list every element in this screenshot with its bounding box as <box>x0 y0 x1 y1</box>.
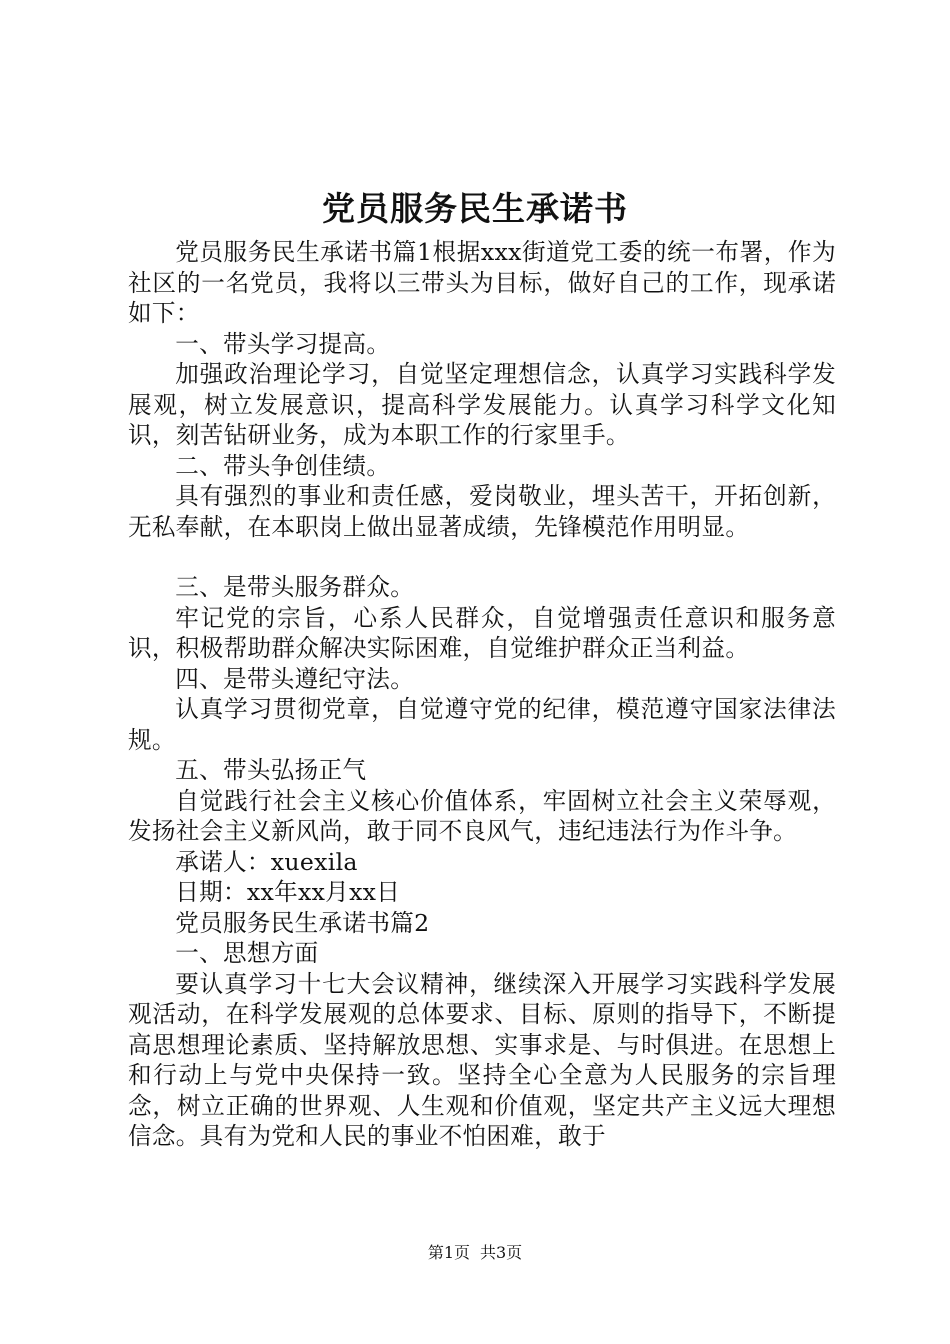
section-heading-5: 五、带头弘扬正气 <box>175 756 367 784</box>
section-heading-1: 一、带头学习提高。 <box>175 329 391 358</box>
part-2-section-heading-1: 一、思想方面 <box>175 939 319 967</box>
document-title: 党员服务民生承诺书 <box>322 189 628 228</box>
paragraph-intro: 党员服务民生承诺书篇1根据xxx街道党工委的统一布署，作为社区的一名党员，我将以三带头为目标，做好自己的工作，现承诺如下： <box>128 238 836 327</box>
part-2-heading: 党员服务民生承诺书篇2 <box>175 908 430 937</box>
paragraph-section-5: 自觉践行社会主义核心价值体系，牢固树立社会主义荣辱观，发扬社会主义新风尚，敢于同不良风气，违纪违法行为作斗争。 <box>128 786 836 845</box>
section-heading-2: 二、带头争创佳绩。 <box>175 451 391 480</box>
page-footer <box>0 1242 950 1264</box>
paragraph-section-4: 认真学习贯彻党章，自觉遵守党的纪律，模范遵守国家法律法规。 <box>128 695 836 754</box>
paragraph-section-2: 具有强烈的事业和责任感，爱岗敬业，埋头苦干，开拓创新，无私奉献，在本职岗上做出显著成绩，先锋模范作用明显。 <box>128 482 836 541</box>
page-total: 共3页 <box>480 1243 523 1262</box>
document-body <box>128 237 836 1152</box>
part-2-paragraph-1: 要认真学习十七大会议精神，继续深入开展学习实践科学发展观活动，在科学发展观的总体要求、目标、原则的指导下，不断提高思想理论素质、坚持解放思想、实事求是、与时俱进。在思想上和行动上与党中央保持一致。坚持全心全意为人民服务的宗旨理念，树立正确的世界观、人生观和价值观，坚定共产主义远大理想信念。具有为党和人民的事业不怕困难，敢于 <box>128 969 836 1150</box>
section-heading-4: 四、是带头遵纪守法。 <box>175 664 415 693</box>
signatory-line: 承诺人：xuexila <box>175 847 358 876</box>
page-number: 第1页 <box>427 1243 470 1262</box>
date-line: 日期：xx年xx月xx日 <box>175 878 401 906</box>
paragraph-section-3: 牢记党的宗旨，心系人民群众，自觉增强责任意识和服务意识，积极帮助群众解决实际困难，自觉维护群众正当利益。 <box>128 603 836 662</box>
section-heading-3: 三、是带头服务群众。 <box>175 573 415 601</box>
paragraph-section-1: 加强政治理论学习，自觉坚定理想信念，认真学习实践科学发展观，树立发展意识，提高科学发展能力。认真学习科学文化知识，刻苦钻研业务，成为本职工作的行家里手。 <box>128 360 836 449</box>
